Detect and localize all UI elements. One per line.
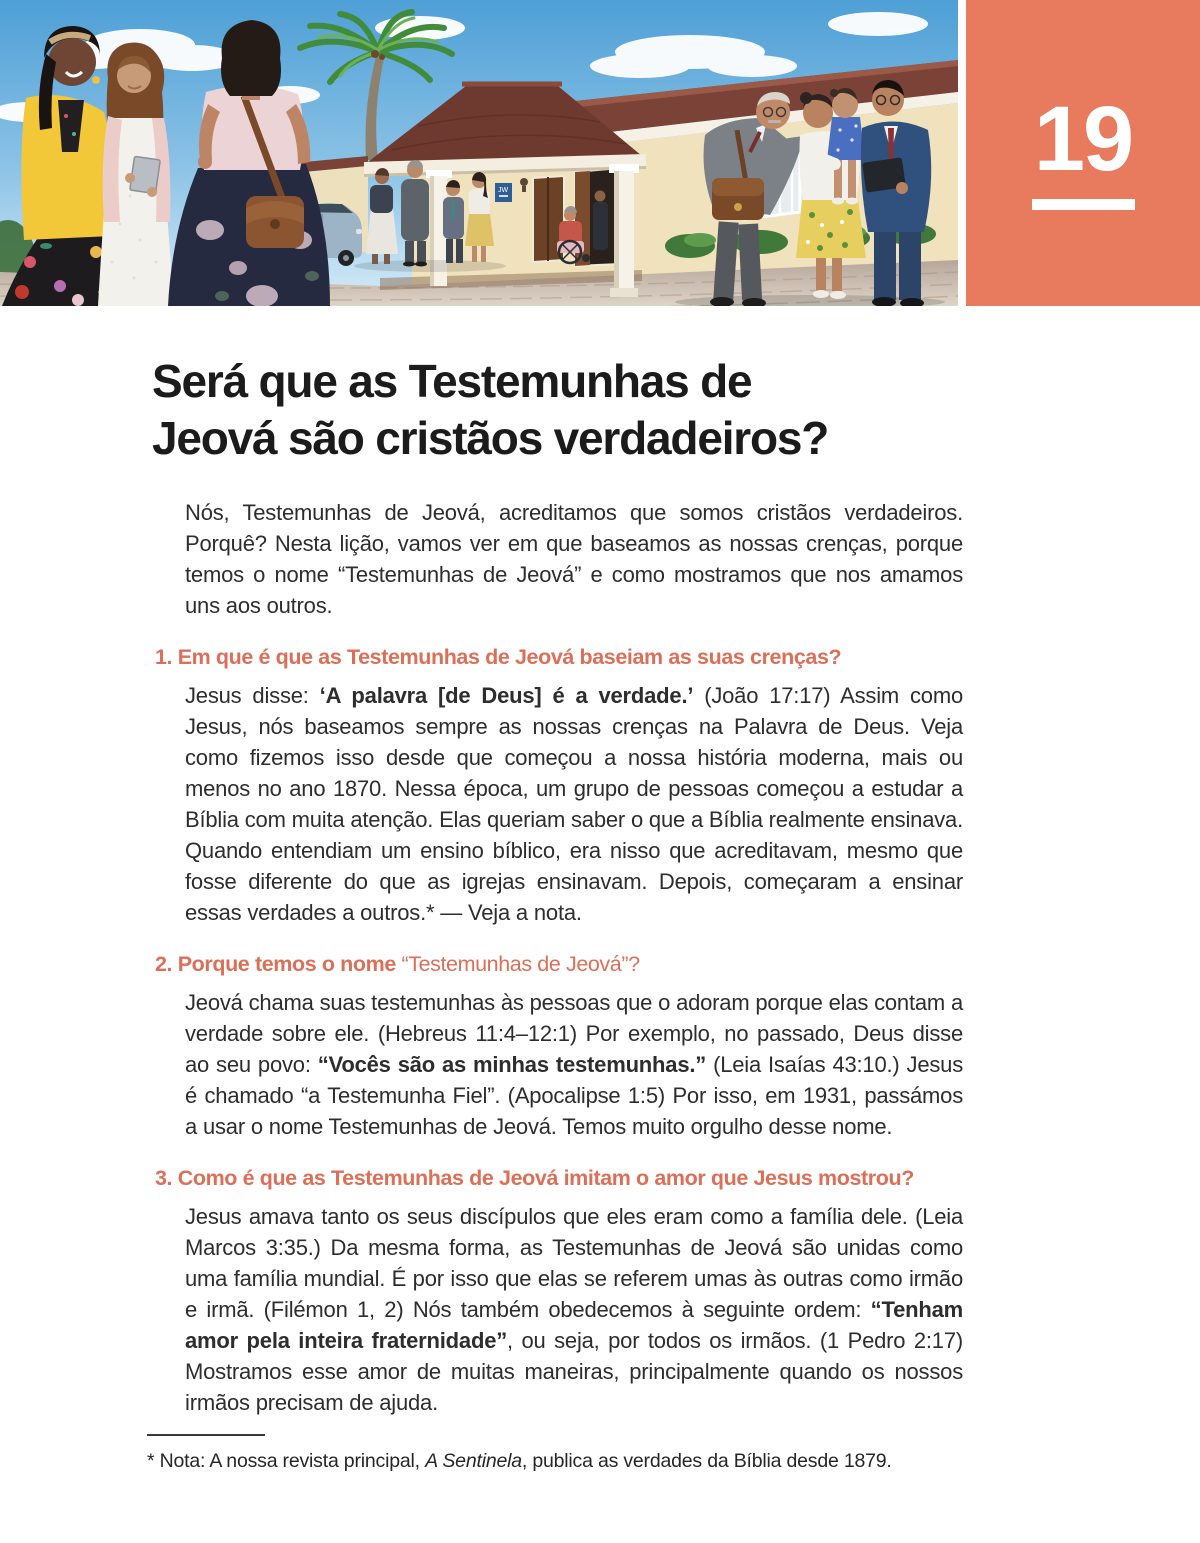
page-title-line-2: Jeová são cristãos verdadeiros? bbox=[152, 412, 829, 464]
intro-paragraph: Nós, Testemunhas de Jeová, acreditamos que somos cristãos verdadeiros. Porquê? Nesta lição, vamos ver em que baseamos as nossas crenças, porque temos o nome “Testemunhas de Jeová” e como mostramos que nos amamos uns aos outros. bbox=[185, 500, 963, 618]
footnote-rule bbox=[147, 1434, 265, 1436]
paragraph-3: Jesus amava tanto os seus discípulos que eles eram como a família dele. (Leia Marcos 3:35.) Da mesma forma, as Testemunhas de Jeová são unidas como uma família mundial. É por isso que elas se referem umas às outras como irmão e irmã. (Filémon 1, 2) Nós também obedecemos à seguinte ordem: “Tenham amor pela inteira fraternidade”, ou seja, por todos os irmãos. (1 Pedro 2:17) Mostramos esse amor de muitas maneiras, principalmente quando os nossos irmãos precisam de ajuda. bbox=[185, 1204, 963, 1415]
paragraph-1: Jesus disse: ‘A palavra [de Deus] é a verdade.’ (João 17:17) Assim como Jesus, nós baseamos sempre as nossas crenças na Palavra de Deus. Veja como fizemos isso desde que começou a nossa história moderna, mais ou menos no ano 1870. Nessa época, um grupo de pessoas começou a estudar a Bíblia com muita atenção. Elas queriam saber o que a Bíblia realmente ensinava. Quando entendiam um ensino bíblico, era nisso que acreditavam, mesmo que fosse diferente do que as igrejas ensinavam. Depois, começaram a ensinar essas verdades a outros.* — Veja a nota. bbox=[185, 683, 963, 925]
question-2: 2. Porque temos o nome “Testemunhas de Jeová”? bbox=[155, 952, 640, 976]
lesson-number-underline bbox=[1032, 199, 1135, 210]
woman-white-dress bbox=[98, 43, 174, 307]
footnote bbox=[147, 1434, 977, 1474]
jw-sign bbox=[495, 183, 512, 202]
footnote-text: * Nota: A nossa revista principal, A Sentinela, publica as verdades da Bíblia desde 1879. bbox=[147, 1450, 892, 1472]
kingdom-hall-photo bbox=[0, 0, 958, 306]
question-1: 1. Em que é que as Testemunhas de Jeová baseiam as suas crenças? bbox=[155, 645, 842, 669]
lesson-number-badge bbox=[966, 0, 1200, 306]
svg-text:JW: JW bbox=[497, 187, 509, 194]
paragraph-2: Jeová chama suas testemunhas às pessoas que o adoram porque elas contam a verdade sobre ele. (Hebreus 11:4–12:1) Por exemplo, no passado, Deus disse ao seu povo: “Vocês são as minhas testemunhas.” (Leia Isaías 43:10.) Jesus é chamado “a Testemunha Fiel”. (Apocalipse 1:5) Por isso, em 1931, passámos a usar o nome Testemunhas de Jeová. Temos muito orgulho desse nome. bbox=[185, 990, 963, 1139]
lesson-number: 19 bbox=[1033, 88, 1133, 191]
page-title-line-1: Será que as Testemunhas de bbox=[152, 355, 752, 407]
kingdom-hall-illustration bbox=[0, 0, 958, 306]
page-header bbox=[0, 0, 1200, 306]
question-3: 3. Como é que as Testemunhas de Jeová imitam o amor que Jesus mostrou? bbox=[155, 1166, 914, 1190]
page-title bbox=[152, 353, 1012, 467]
